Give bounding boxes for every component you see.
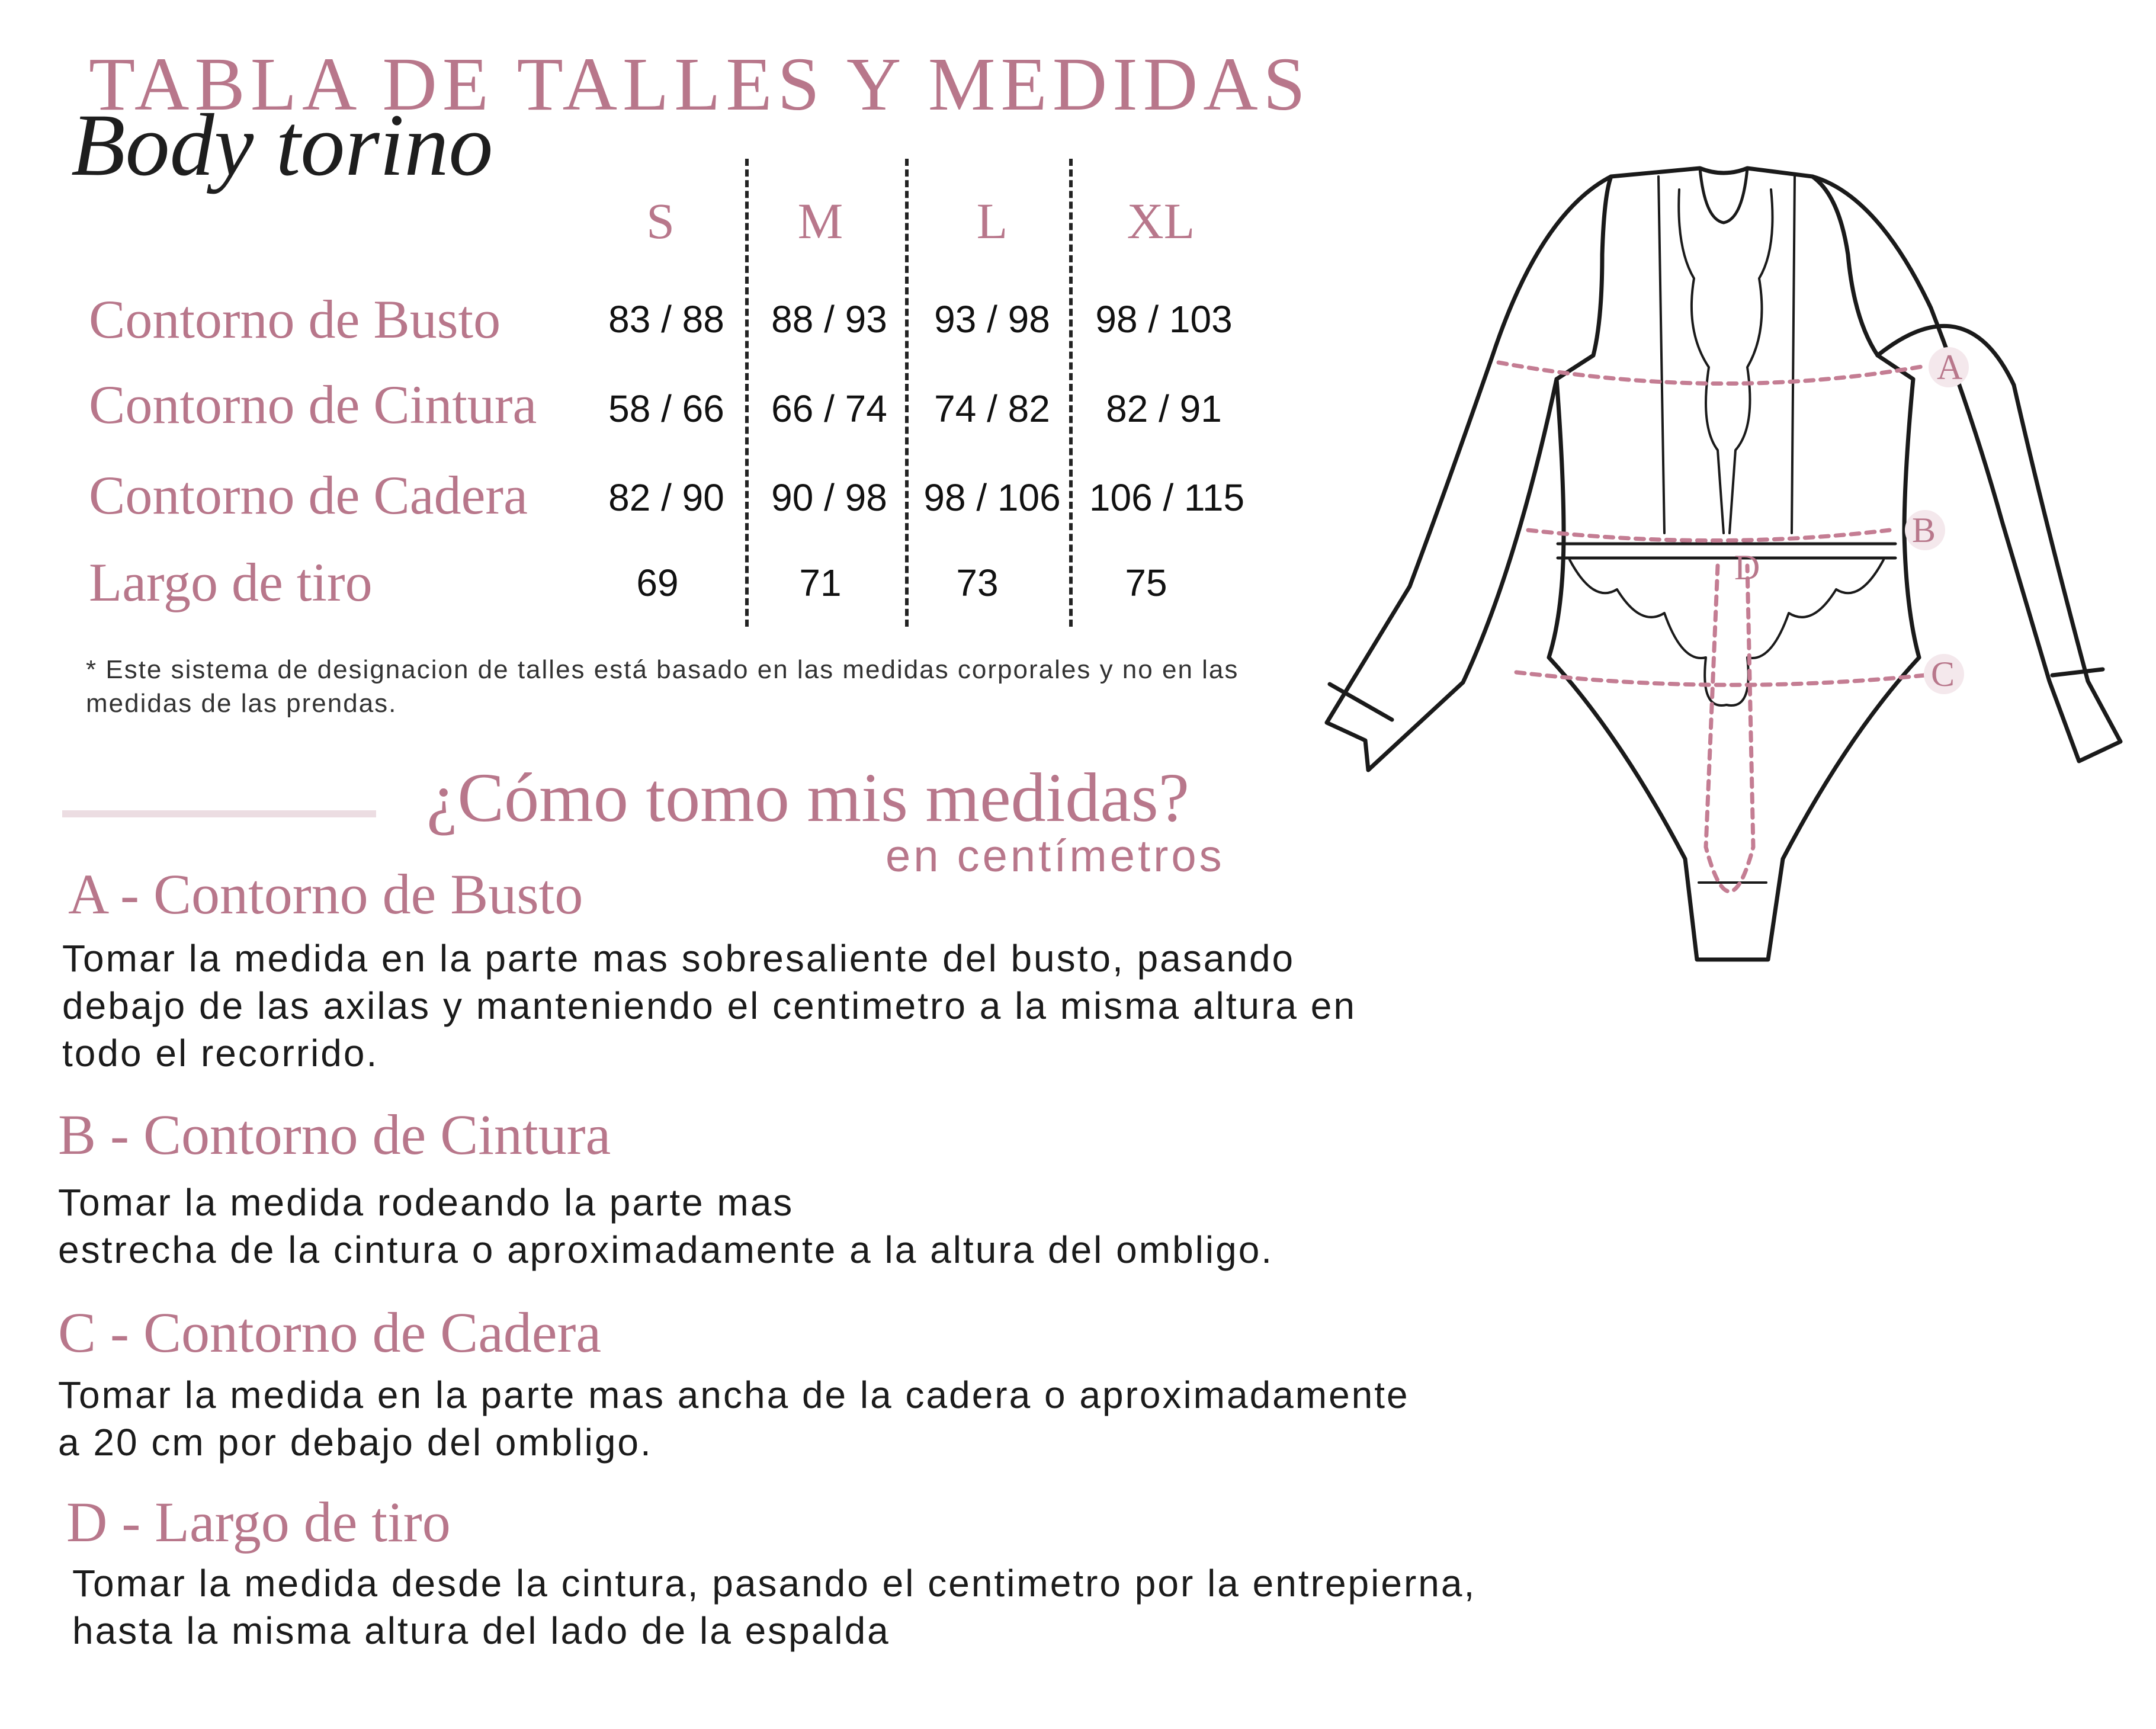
row-label-busto: Contorno de Busto [89,289,501,349]
text-line: estrecha de la cintura o aproximadamente a la altura del ombligo. [58,1228,1274,1271]
section-d-text [72,1560,1476,1654]
howto-title: ¿Cómo tomo mis medidas? [426,759,1190,836]
table-cell: 82 / 91 [1106,387,1222,430]
text-line: a 20 cm por debajo del ombligo. [58,1421,653,1464]
table-cell: 93 / 98 [934,298,1050,341]
section-a-text [62,935,1356,1077]
lace-scallop [1570,560,1884,705]
table-cell: 90 / 98 [771,476,887,519]
text-line: debajo de las axilas y manteniendo el centimetro a la misma altura en [62,984,1356,1027]
table-cell: 75 [1125,562,1167,604]
section-c-heading: C - Contorno de Cadera [58,1301,602,1364]
table-cell: 83 / 88 [608,298,724,341]
text-line: Tomar la medida en la parte mas ancha de la cadera o aproximadamente [58,1374,1410,1416]
measure-line-c [1516,672,1925,685]
neckline [1700,168,1747,223]
section-b-text [58,1179,1273,1274]
row-label-cintura: Contorno de Cintura [89,374,537,435]
size-header-xl: XL [1127,193,1195,249]
size-header-m: M [797,193,843,249]
front-panel-right [1792,177,1795,533]
right-cuff [2052,669,2103,675]
table-cell: 71 [799,562,842,604]
section-a-heading: A - Contorno de Busto [68,862,583,926]
text-line: Tomar la medida desde la cintura, pasando el centimetro por la entrepierna, [72,1562,1477,1605]
bodysuit-diagram [1291,154,2156,971]
section-b-heading: B - Contorno de Cintura [58,1103,611,1166]
text-line: Tomar la medida en la parte mas sobresaliente del busto, pasando [62,937,1295,980]
marker-a: A [1937,348,1963,387]
section-d-heading: D - Largo de tiro [66,1490,451,1554]
measure-line-a [1499,363,1925,384]
size-note: * Este sistema de designacion de talles está basado en las medidas corporales y no en las medidas de las prendas. [86,655,1239,718]
lace-plunge [1679,190,1772,533]
text-line: todo el recorrido. [62,1032,379,1074]
table-cell: 69 [636,562,679,604]
front-panel-left [1658,177,1664,533]
table-cell: 73 [956,562,999,604]
measure-line-b [1528,530,1889,541]
text-line: Tomar la medida rodeando la parte mas [58,1181,794,1224]
waistband [1558,544,1895,558]
table-cell: 106 / 115 [1089,476,1245,519]
row-label-cadera: Contorno de Cadera [89,465,528,525]
table-cell: 82 / 90 [608,476,724,519]
table-cell: 74 / 82 [934,387,1050,430]
howto-subtitle: en centímetros [886,831,1225,881]
section-divider [62,810,376,817]
page-title: TABLA DE TALLES Y MEDIDAS [89,42,1311,126]
marker-b: B [1912,511,1936,550]
row-label-tiro: Largo de tiro [89,552,373,612]
size-header-l: L [976,193,1008,249]
table-cell: 98 / 106 [923,476,1061,519]
table-cell: 98 / 103 [1095,298,1233,341]
marker-d: D [1734,548,1760,587]
table-cell: 58 / 66 [608,387,724,430]
product-name: Body torino [71,96,493,194]
measure-line-d [1706,566,1753,891]
table-cell: 66 / 74 [771,387,887,430]
marker-c: C [1931,655,1955,694]
text-line: hasta la misma altura del lado de la espalda [72,1609,890,1652]
table-cell: 88 / 93 [771,298,887,341]
size-header-s: S [646,193,675,249]
section-c-text [58,1371,1410,1466]
